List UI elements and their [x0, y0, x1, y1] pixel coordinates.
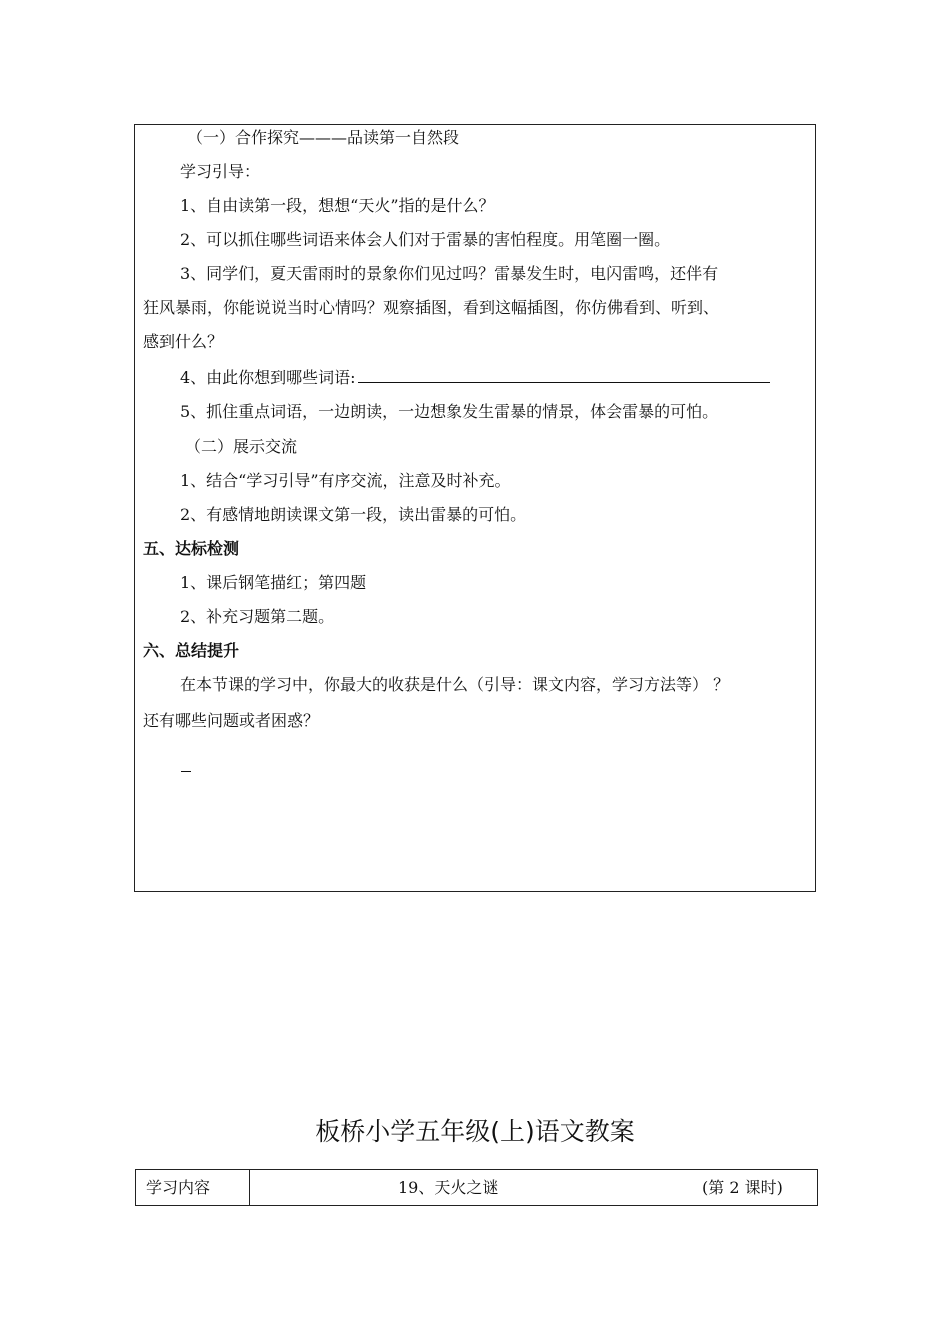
- question-3-line-2: 狂风暴雨，你能说说当时心情吗？观察插图，看到这幅插图，你仿佛看到、听到、: [143, 298, 720, 317]
- study-content-label: 学习内容: [146, 1178, 211, 1197]
- exchange-item-2: 2、有感情地朗读课文第一段，读出雷暴的可怕。: [180, 505, 527, 524]
- page-title: 板桥小学五年级(上)语文教案: [315, 1117, 635, 1146]
- exchange-item-1: 1、结合“学习引导”有序交流，注意及时补充。: [180, 471, 511, 490]
- text-cursor-mark: [181, 771, 191, 772]
- learning-guide-label: 学习引导：: [180, 162, 261, 181]
- question-1: 1、自由读第一段，想想“天火”指的是什么？: [180, 196, 495, 215]
- heading-summary: 六、总结提升: [143, 641, 240, 660]
- lesson-name: 19、天火之谜: [398, 1178, 499, 1197]
- question-2: 2、可以抓住哪些词语来体会人们对于雷暴的害怕程度。用笔圈一圈。: [180, 230, 671, 249]
- question-5: 5、抓住重点词语，一边朗读，一边想象发生雷暴的情景，体会雷暴的可怕。: [180, 402, 719, 421]
- section-cooperative-inquiry: （一）合作探究———品读第一自然段: [187, 128, 460, 147]
- lesson-period: (第 2 课时): [702, 1178, 783, 1197]
- lesson-info-table: [135, 1169, 818, 1206]
- question-3-line-1: 3、同学们，夏天雷雨时的景象你们见过吗？雷暴发生时，电闪雷鸣，还伴有: [180, 264, 719, 283]
- label-cell: [136, 1170, 250, 1205]
- answer-blank-line: [358, 368, 770, 383]
- test-item-2: 2、补充习题第二题。: [180, 607, 335, 626]
- summary-question-line-2: 还有哪些问题或者困惑？: [143, 711, 320, 730]
- lesson-content-box: [134, 124, 816, 892]
- question-3-line-3: 感到什么？: [143, 332, 224, 351]
- summary-question-line-1: 在本节课的学习中，你最大的收获是什么（引导：课文内容，学习方法等） ？: [180, 675, 730, 694]
- question-4: [180, 368, 770, 388]
- test-item-1: 1、课后钢笔描红；第四题: [180, 573, 367, 592]
- heading-standard-test: 五、达标检测: [143, 539, 240, 558]
- question-4-text: 4、由此你想到哪些词语:: [180, 368, 356, 387]
- section-display-exchange: （二）展示交流: [185, 437, 298, 456]
